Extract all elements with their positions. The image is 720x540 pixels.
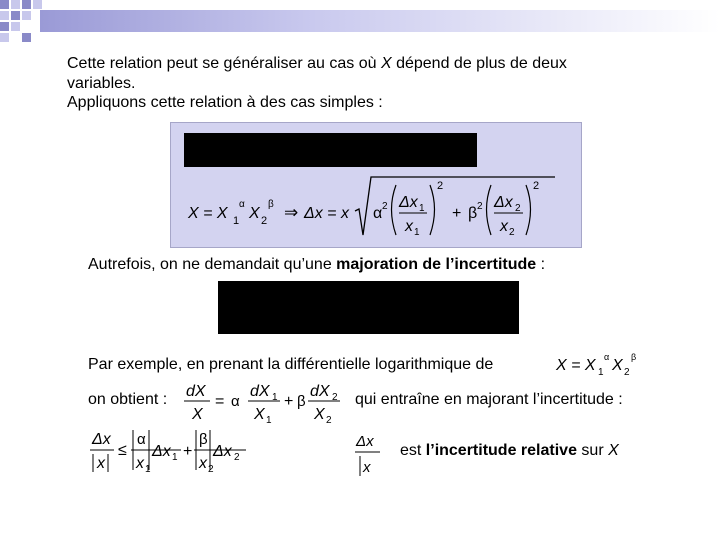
svg-text:X: X [249, 205, 260, 222]
svg-text:α: α [231, 393, 240, 410]
log-differential-formula [180, 378, 350, 428]
svg-text:α: α [604, 352, 610, 362]
svg-text:2: 2 [234, 452, 240, 463]
svg-text:β: β [268, 199, 274, 210]
svg-text:β: β [468, 205, 478, 222]
header-gradient-bar [40, 10, 720, 32]
svg-text:Δx: Δx [152, 443, 171, 460]
svg-text:2: 2 [332, 392, 338, 403]
svg-text:x: x [97, 455, 105, 472]
svg-text:α: α [373, 205, 383, 222]
autrefois-text: Autrefois, on ne demandait qu’une majoration de l’incertitude : [88, 256, 546, 273]
svg-text:2: 2 [326, 415, 332, 426]
svg-text:X: X [314, 406, 325, 423]
uncertainty-inequality [86, 426, 266, 478]
svg-text:Δx: Δx [494, 194, 513, 211]
svg-text:x: x [363, 459, 371, 476]
svg-text:α: α [239, 199, 245, 210]
svg-text:+: + [284, 393, 294, 410]
intro-line-1: Cette relation peut se généraliser au cas où X dépend de plus de deux [67, 55, 567, 72]
svg-text:β: β [199, 431, 208, 448]
svg-text:Δx: Δx [213, 443, 232, 460]
svg-text:Δx: Δx [92, 431, 111, 448]
paren-open-1 [392, 185, 397, 235]
svg-text:2: 2 [382, 201, 388, 212]
formula-panel [170, 122, 582, 248]
svg-text:X: X [612, 357, 623, 374]
svg-text:X: X [254, 406, 265, 423]
svg-text:dX: dX [186, 383, 206, 400]
svg-text:α: α [137, 431, 146, 448]
svg-text:dX: dX [310, 383, 330, 400]
svg-text:+: + [452, 205, 462, 222]
svg-text:Δx: Δx [399, 194, 418, 211]
svg-text:x: x [405, 218, 413, 235]
paren-close-2 [526, 185, 531, 235]
svg-text:X = X: X = X [556, 357, 596, 374]
svg-text:=: = [215, 393, 225, 410]
svg-text:1: 1 [414, 227, 420, 238]
intro-line-2: variables. [67, 74, 136, 92]
svg-text:1: 1 [598, 367, 604, 378]
obtient-suffix: qui entraîne en majorant l’incertitude : [355, 391, 623, 408]
svg-text:2: 2 [509, 227, 515, 238]
exemple-formula [552, 348, 652, 378]
relative-uncertainty-fraction [352, 430, 388, 480]
svg-text:1: 1 [419, 203, 425, 214]
svg-text:2: 2 [624, 367, 630, 378]
svg-text:x: x [500, 218, 508, 235]
svg-text:2: 2 [515, 203, 521, 214]
svg-text:≤: ≤ [118, 442, 127, 459]
uncertainty-formula [171, 123, 583, 249]
exemple-text: Par exemple, en prenant la différentielle logarithmique de [88, 356, 494, 373]
svg-text:2: 2 [477, 201, 483, 212]
obtient-prefix: on obtient : [88, 391, 168, 408]
paren-open-2 [487, 185, 492, 235]
svg-text:dX: dX [250, 383, 270, 400]
intro-text [67, 54, 667, 113]
implies-symbol: ⇒ [284, 203, 299, 222]
svg-text:2: 2 [208, 464, 214, 475]
relative-uncertainty-text: est l’incertitude relative sur X [400, 442, 619, 459]
svg-text:x: x [136, 455, 144, 472]
svg-text:2: 2 [437, 180, 444, 192]
svg-text:2: 2 [533, 180, 540, 192]
svg-text:1: 1 [145, 464, 151, 475]
svg-text:+: + [183, 443, 193, 460]
svg-text:2: 2 [261, 215, 268, 227]
svg-text:x: x [199, 455, 207, 472]
svg-text:β: β [631, 352, 637, 362]
redacted-block-2 [218, 281, 519, 334]
svg-text:β: β [297, 393, 306, 410]
svg-text:1: 1 [272, 392, 278, 403]
paren-close-1 [430, 185, 435, 235]
intro-line-3: Appliquons cette relation à des cas simples : [67, 94, 383, 111]
svg-text:X: X [192, 406, 203, 423]
svg-text:1: 1 [266, 415, 272, 426]
formula-lhs: X = X [188, 205, 228, 222]
svg-text:Δx: Δx [356, 433, 374, 450]
svg-text:1: 1 [233, 215, 240, 227]
formula-rhs-start: Δx = x [304, 205, 349, 222]
svg-text:1: 1 [172, 452, 178, 463]
